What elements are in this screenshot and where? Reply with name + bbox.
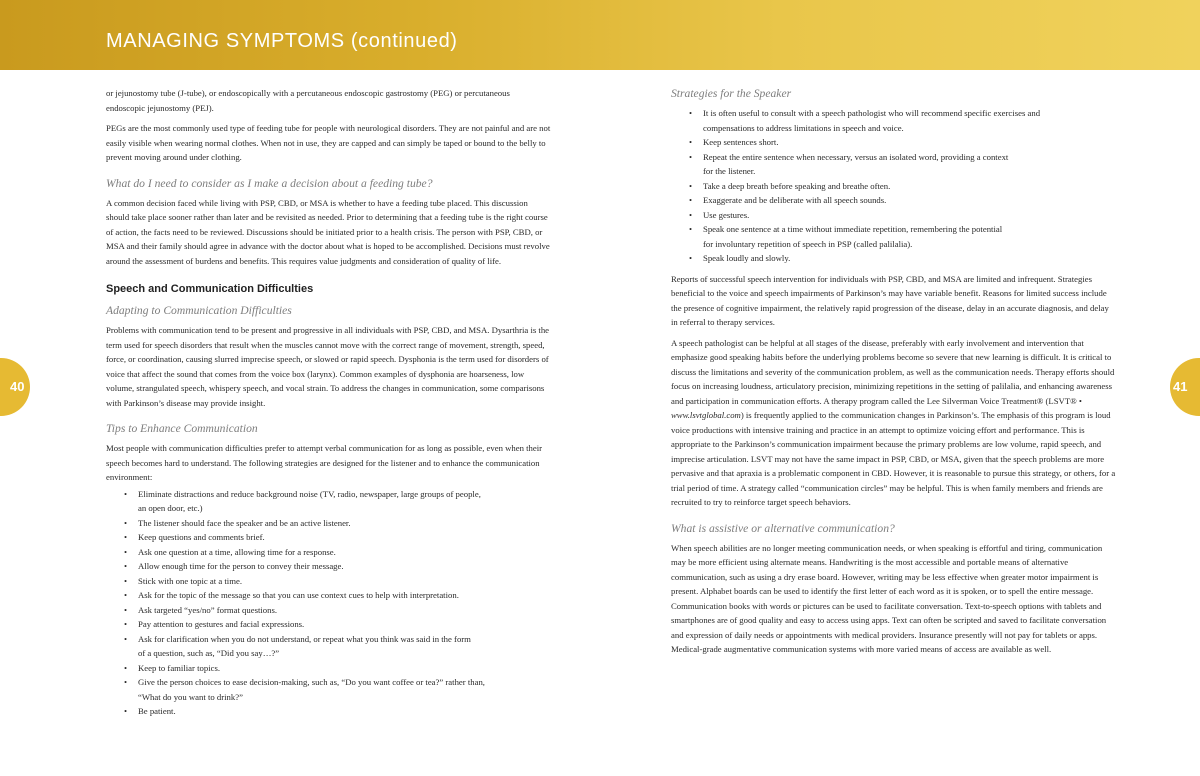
list-item: • Stick with one topic at a time. <box>138 574 551 589</box>
list-item: • Repeat the entire sentence when necessary, versus an isolated word, providing a context for the listener. <box>703 150 1116 179</box>
list-item: • Be patient. <box>138 704 551 719</box>
paragraph-text: A speech pathologist can be helpful at all stages of the disease, preferably with early involvement and intervention that emphasize good speaking habits before the underlying problems become so severe that new learning is difficult. It is critical to discuss the limitations and severity of the communication problem, as well as the communication needs. Therapy efforts should focus on increasing loudness, articulatory precision, minimizing repetitions in the setting of palilalia, and enhancing awareness and participation in communication efforts. A therapy program called the Lee Silverman Voice Treatment® (LSVT® • <box>671 337 1115 406</box>
list-item: • The listener should face the speaker and be an active listener. <box>138 516 551 531</box>
subheading: What is assistive or alternative communication? <box>671 521 895 535</box>
list-item: • Ask one question at a time, allowing time for a response. <box>138 545 551 560</box>
subheading: Tips to Enhance Communication <box>106 422 258 435</box>
page-title: MANAGING SYMPTOMS (continued) <box>106 30 458 52</box>
subheading: Adapting to Communication Difficulties <box>106 304 292 317</box>
paragraph: Reports of successful speech intervention for individuals with PSP, CBD, and MSA are limited and infrequent. Strategies beneficial to the voice and speech impairments of Parkinson’s may have variable benefit. Reasons for limited success include the presence of cognitive impairment, the relatively rapid progression of the disease, delay in an accurate diagnosis, and delay in referral to therapy services. <box>671 273 1109 327</box>
paragraph: A common decision faced while living with PSP, CBD, or MSA is whether to have a feeding tube placed. This discussion should take place sooner rather than later and be revisited as needed. Prior to determining that a feeding tube is the right course of action, the facts need to be reviewed. Discussions should be initiated prior to a health crisis. The person with PSP, CBD, or MSA and their family should agree in advance with the doctor about what is hoped to be accomplished. Decisions must revolve around the assessment of burdens and benefits. This requires value judgments and consideration of quality of life. <box>106 197 550 266</box>
speaker-strategies-list <box>671 106 1116 266</box>
list-item: • Ask targeted “yes/no” format questions. <box>138 603 551 618</box>
paragraph <box>671 336 1116 510</box>
list-item: • Keep to familiar topics. <box>138 661 551 676</box>
paragraph: When speech abilities are no longer meeting communication needs, or when speaking is effortful and tiring, communication may be more efficient using alternate means. Handwriting is the most accessible and portable means of alternative communication, such as using a dry erase board. However, writing may be less effective when greater motor impairment is present. Alphabet boards can be used to identify the first letter of each word as it is spoken, or to spell the entire message. Communication books with words or pictures can be used to facilitate conversation. Text-to-speech options with tablets and smartphones are of good quality and easy to access using apps. Text can often be scripted and saved to facilitate conversation and expression of daily needs or appointments with medical providers. Insurance presently will not pay for tablets or apps. Medical-grade augmentative communication systems with more varied means of access are available as well. <box>671 542 1107 654</box>
list-item: • Keep sentences short. <box>703 135 1116 150</box>
listener-tips-list <box>106 487 551 719</box>
list-item: • Keep questions and comments brief. <box>138 530 551 545</box>
list-item: • Allow enough time for the person to convey their message. <box>138 559 551 574</box>
list-item: • Use gestures. <box>703 208 1116 223</box>
list-item: • Pay attention to gestures and facial expressions. <box>138 617 551 632</box>
page-number-right: 41 <box>1173 379 1188 394</box>
section-heading: Speech and Communication Difficulties <box>106 283 314 295</box>
list-item: • Give the person choices to ease decision-making, such as, “Do you want coffee or tea?” rather than, “What do you want to drink?” <box>138 675 551 704</box>
list-item: • It is often useful to consult with a speech pathologist who will recommend specific exercises and compensations to address limitations in speech and voice. <box>703 106 1116 135</box>
left-column <box>106 86 551 725</box>
subheading: What do I need to consider as I make a decision about a feeding tube? <box>106 176 433 190</box>
lsvt-website-link[interactable]: www.lsvtglobal.com <box>671 410 741 420</box>
paragraph: PEGs are the most commonly used type of feeding tube for people with neurological disorders. They are not painful and are not easily visible when wearing normal clothes. When not in use, they are capped and can simply be taped or bound to the belly to prevent moving around under clothing. <box>106 123 551 162</box>
list-item: • Take a deep breath before speaking and breathe often. <box>703 179 1116 194</box>
subheading: Strategies for the Speaker <box>671 87 792 100</box>
list-item: • Speak one sentence at a time without immediate repetition, remembering the potential for involuntary repetition of speech in PSP (called palilalia). <box>703 222 1116 251</box>
list-item: • Eliminate distractions and reduce background noise (TV, radio, newspaper, large groups of people, an open door, etc.) <box>138 487 551 516</box>
list-item: • Ask for clarification when you do not understand, or repeat what you think was said in the form of a question, such as, “Did you say…?” <box>138 632 551 661</box>
page-number-left: 40 <box>10 379 25 394</box>
paragraph: or jejunostomy tube (J-tube), or endoscopically with a percutaneous endoscopic gastrostomy (PEG) or percutaneous endoscopic jejunostomy (PEJ). <box>106 88 510 113</box>
paragraph: Problems with communication tend to be present and progressive in all individuals with PSP, CBD, and MSA. Dysarthria is the term used for speech disorders that result when the muscles cannot move with the correct range of movement, strength, speed, force, or coordination, causing slurred imprecise speech, or slowed or rapid speech. Dysphonia is the term used for disorders of voice that affect the sound that comes from the voice box (larynx). Common examples of dysphonia are hoarseness, low volume, strangulated speech, whispery speech, and vocal strain. To address the changes in communication, some comparisons with Parkinson’s disease may provide insight. <box>106 325 550 408</box>
list-item: • Speak loudly and slowly. <box>703 251 1116 266</box>
paragraph-text: ) is frequently applied to the communication changes in Parkinson’s. The emphasis of this program is loud voice productions with intensive training and practice in an attempt to optimize voicing effort and performance. This is appropriate to the Parkinson’s communication impairment because the primary problems are low volume, rapid speech, and imprecise articulation. LSVT may not have the same impact in PSP, CBD, or MSA, given that the speech problems are more pervasive and that apraxia is a problematic component in CBD. However, it is reasonable to pursue this strategy, or others, for a trial period of time. A strategy called “communication circles” may be helpful. This is when family members and friends are recruited to try to reinforce target speech behaviors. <box>671 410 1116 507</box>
header-banner <box>0 0 1200 70</box>
right-column <box>671 86 1116 663</box>
list-item: • Exaggerate and be deliberate with all speech sounds. <box>703 193 1116 208</box>
paragraph: Most people with communication difficulties prefer to attempt verbal communication for as long as possible, even when their speech becomes hard to understand. The following strategies are designed for the listener and to enhance the communication environment: <box>106 443 543 482</box>
list-item: • Ask for the topic of the message so that you can use context cues to help with interpretation. <box>138 588 551 603</box>
